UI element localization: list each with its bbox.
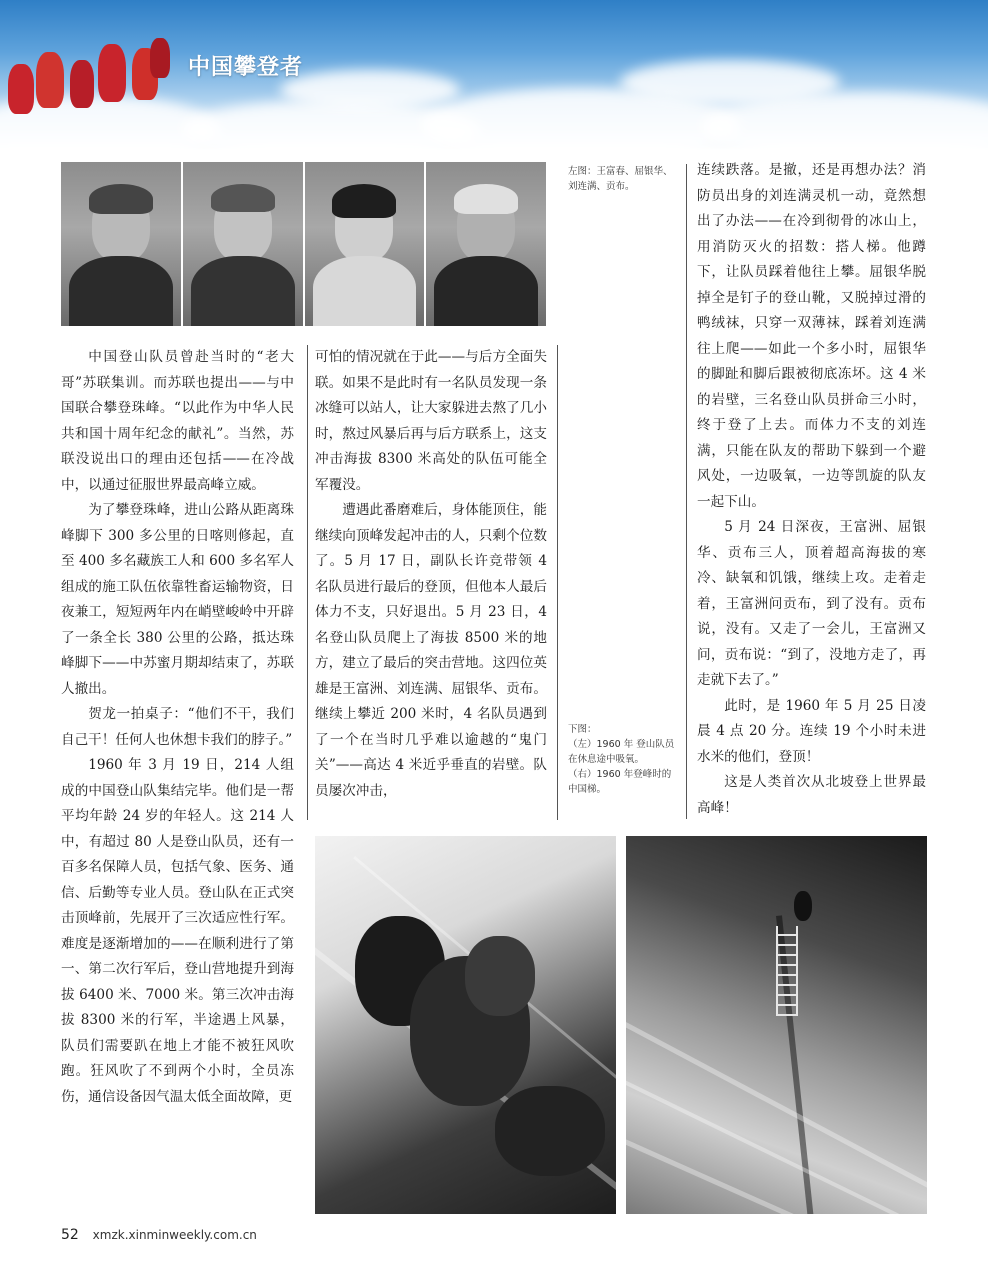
paragraph: 中国登山队员曾赴当时的“老大哥”苏联集训。而苏联也提出——与中国联合攀登珠峰。“以此作为中华人民共和国十周年纪念的献礼”。当然，苏联没说出口的理由还包括——在冷战中，以通过征服世界最高峰立威。 <box>61 349 294 493</box>
portrait-gongbu-image <box>426 162 546 326</box>
paragraph: 为了攀登珠峰，进山公路从距离珠峰脚下 300 多公里的日喀则修起，直至 400 多名藏族工人和 600 多名军人组成的施工队伍依靠牲畜运输物资，日夜兼工，短短两年内在峭壁峻岭中开辟了一条全长 380 公里的公路，抵达珠峰脚下——中苏蜜月期却结束了，苏联人撤出。 <box>61 502 294 697</box>
footer-url: xmzk.xinminweekly.com.cn <box>92 1228 257 1242</box>
portrait-strip <box>61 162 546 326</box>
paragraph: 贺龙一拍桌子：“他们不干，我们自己干！任何人也休想卡我们的脖子。” <box>61 706 294 748</box>
caption-line: （左）1960 年 登山队员在休息途中吸氧。 <box>568 739 675 765</box>
article-column-3 <box>697 158 926 821</box>
paragraph: 可怕的情况就在于此——与后方全面失联。如果不是此时有一名队员发现一条冰缝可以站人，让大家躲进去熬了几小时，熬过风暴后再与后方联系上，这支冲击海拔 8300 米高处的队伍可能全军覆没。 <box>315 349 547 493</box>
column-divider <box>307 345 308 820</box>
climbers-group-image <box>0 30 190 130</box>
page-footer <box>61 1227 257 1243</box>
paragraph: 连续跌落。是撤，还是再想办法？消防员出身的刘连满灵机一动，竟然想出了办法——在冷到彻骨的冰山上，用消防灭火的招数：搭人梯。他蹲下，让队员踩着他往上攀。屈银华脱掉全是钉子的登山靴，又脱掉过滑的鸭绒袜，只穿一双薄袜，踩着刘连满往上爬——如此一个多小时，屈银华的脚趾和脚后跟被彻底冻坏。这 4 米的岩壁，三名登山队员拼命三小时，终于登了上去。而体力不支的刘连满，只能在队友的帮助下躲到一个避风处，一边吸氧，一边等凯旋的队友一起下山。 <box>697 162 926 510</box>
section-title: 中国攀登者 <box>188 55 304 80</box>
portrait-caption: 左图：王富春、屈银华、刘连满、贡布。 <box>568 166 673 192</box>
caption-line: 下图： <box>568 724 597 735</box>
paragraph: 此时，是 1960 年 5 月 25 日凌晨 4 点 20 分。连续 19 个小时未进水米的他们，登顶！ <box>697 697 926 765</box>
page-number: 52 <box>61 1227 79 1243</box>
caption-line: （右）1960 年登峰时的中国梯。 <box>568 769 672 795</box>
chinese-ladder-photo <box>626 836 927 1214</box>
paragraph: 1960 年 3 月 19 日，214 人组成的中国登山队集结完毕。他们是一帮平均年龄 24 岁的年轻人。这 214 人中，有超过 80 人是登山队员，还有一百多名保障人员，包括气象、医务、通信、后勤等专业人员。登山队在正式突击顶峰前，先展开了三次适应性行军。难度是逐渐增加的——在顺利进行了第一、第二次行军后，登山营地提升到海拔 6400 米、7000 米。第三次冲击海拔 8300 米的行军，半途遇上风暴，队员们需要趴在地上才能不被狂风吹跑。狂风吹了不到两个小时，全员冻伤，通信设备因气温太低全面故障，更 <box>61 757 294 1105</box>
paragraph: 这是人类首次从北坡登上世界最高峰！ <box>697 774 926 816</box>
column-divider <box>557 345 558 820</box>
photo-caption <box>568 722 676 797</box>
header-banner <box>0 0 988 150</box>
paragraph: 5 月 24 日深夜，王富洲、屈银华、贡布三人，顶着超高海拔的寒冷、缺氧和饥饿，继续上攻。走着走着，王富洲问贡布，到了没有。贡布说，没有。又走了一会儿，王富洲又问，贡布说：“到了，没地方走了，再走就下去了。” <box>697 519 926 688</box>
portrait-liu-image <box>305 162 425 326</box>
ladder-shape <box>776 926 798 1016</box>
portrait-wang-image <box>61 162 181 326</box>
column-divider <box>686 164 687 819</box>
paragraph: 遭遇此番磨难后，身体能顶住，能继续向顶峰发起冲击的人，只剩个位数了。5 月 17 日，副队长许竞带领 4 名队员进行最后的登顶，但他本人最后体力不支，只好退出。5 月 23 日，4 名登山队员爬上了海拔 8500 米的地方，建立了最后的突击营地。这四位英雄是王富洲、刘连满、屈银华、贡布。继续上攀近 200 米时，4 名队员遇到了一个在当时几乎难以逾越的“鬼门关”——高达 4 米近乎垂直的岩壁。队员屡次冲击， <box>315 502 547 799</box>
climbers-oxygen-photo <box>315 836 616 1214</box>
article-column-1 <box>61 345 294 1110</box>
portrait-qu-image <box>183 162 303 326</box>
article-column-2 <box>315 345 547 804</box>
